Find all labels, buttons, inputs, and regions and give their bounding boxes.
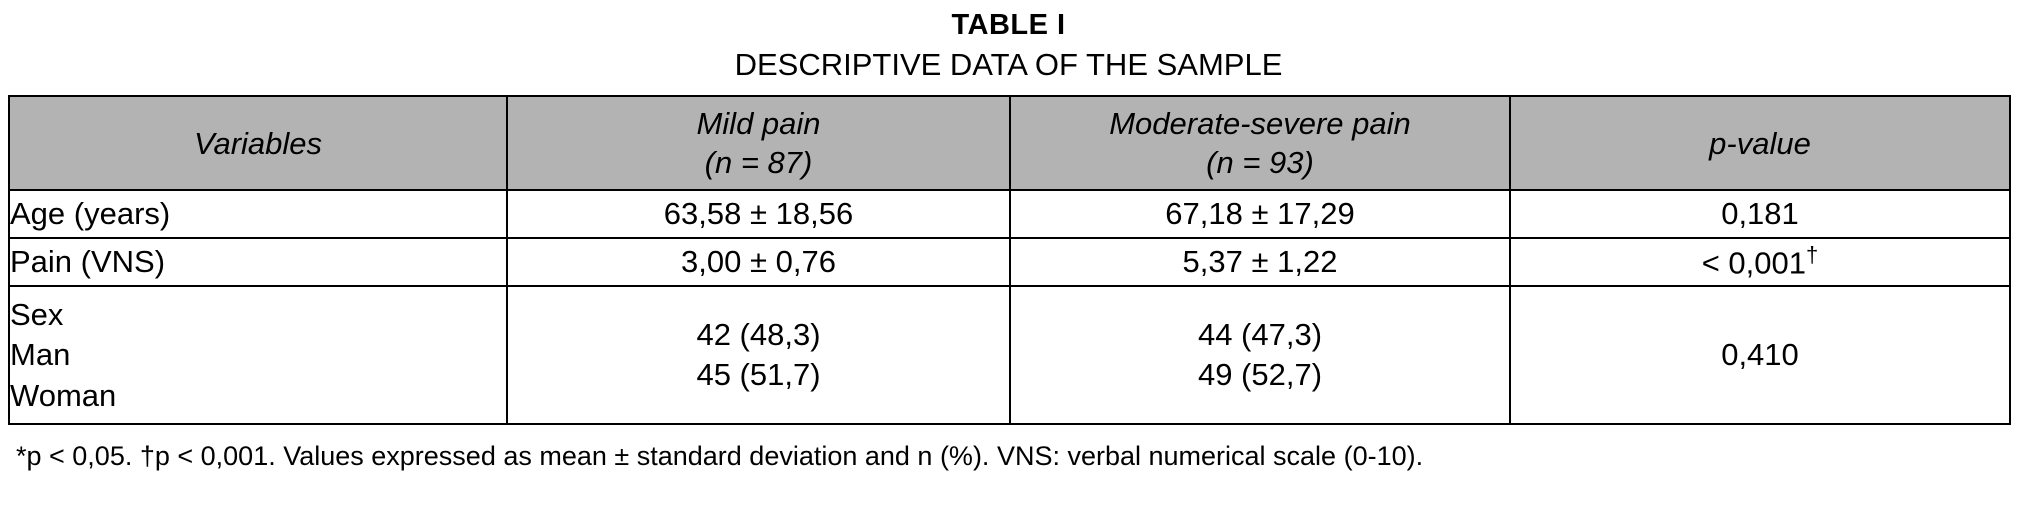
row-label-sex: [9, 286, 507, 424]
row-label-sex-woman: Woman: [10, 377, 117, 413]
header-row: [9, 96, 2010, 190]
dagger-marker: †: [1806, 241, 1819, 267]
cell-sex-mild-man: 42 (48,3): [696, 316, 821, 352]
column-header-mild-pain-line2: (n = 87): [704, 145, 813, 181]
table-header: [9, 96, 2010, 190]
table-row: [9, 190, 2010, 238]
table-title-block: [8, 0, 2009, 85]
descriptive-data-table: [8, 95, 2011, 425]
cell-age-pvalue: 0,181: [1510, 190, 2010, 238]
cell-sex-mild-woman: 45 (51,7): [696, 357, 821, 393]
table-body: [9, 190, 2010, 424]
column-header-moderate-severe-pain-line2: (n = 93): [1206, 145, 1314, 181]
row-label-sex-heading: Sex: [10, 297, 64, 333]
column-header-p-value: [1510, 96, 2010, 190]
table-row: [9, 286, 2010, 424]
row-label-sex-man: Man: [10, 337, 71, 373]
table-row: [9, 238, 2010, 286]
table-number: TABLE I: [951, 9, 1066, 41]
column-header-variables-line1: Variables: [193, 125, 323, 161]
column-header-moderate-severe-pain: [1010, 96, 1510, 190]
cell-sex-moderate: [1010, 286, 1510, 424]
row-label-age: Age (years): [9, 190, 507, 238]
column-header-p-value-line1: p-value: [1709, 125, 1811, 161]
row-label-pain: Pain (VNS): [9, 238, 507, 286]
cell-pain-moderate: 5,37 ± 1,22: [1010, 238, 1510, 286]
column-header-variables: [9, 96, 507, 190]
cell-sex-pvalue: 0,410: [1510, 286, 2010, 424]
cell-sex-moderate-man: 44 (47,3): [1197, 316, 1323, 352]
table-caption: DESCRIPTIVE DATA OF THE SAMPLE: [734, 47, 1283, 83]
cell-sex-mild: [507, 286, 1010, 424]
cell-pain-mild: 3,00 ± 0,76: [507, 238, 1010, 286]
cell-sex-moderate-woman: 49 (52,7): [1197, 357, 1323, 393]
cell-pain-pvalue-text: < 0,001: [1701, 245, 1807, 281]
column-header-mild-pain-line1: Mild pain: [696, 106, 821, 142]
table-footnote: *p < 0,05. †p < 0,001. Values expressed as mean ± standard deviation and n (%). VNS: verbal numerical scale (0-10).: [16, 441, 1424, 472]
cell-age-mild: 63,58 ± 18,56: [507, 190, 1010, 238]
cell-age-moderate: 67,18 ± 17,29: [1010, 190, 1510, 238]
cell-pain-pvalue: [1510, 238, 2010, 286]
column-header-mild-pain: [507, 96, 1010, 190]
column-header-moderate-severe-pain-line1: Moderate-severe pain: [1109, 106, 1411, 142]
